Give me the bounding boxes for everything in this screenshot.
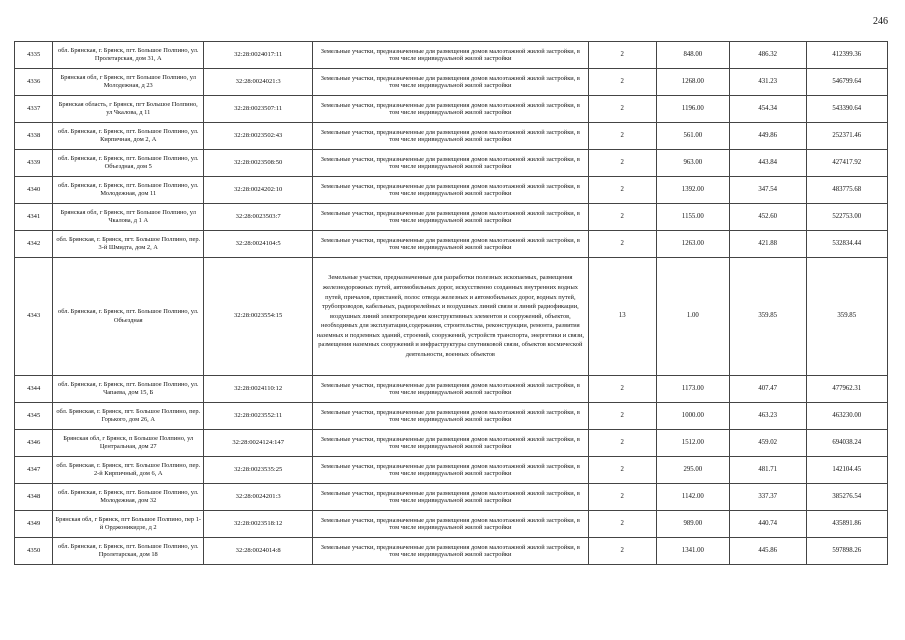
area-cell: 1196.00: [656, 96, 729, 123]
table-row: [15, 96, 888, 123]
group-cell: 2: [588, 376, 656, 403]
land-use-cell: Земельные участки, предназначенные для размещения домов малоэтажной жилой застройки, в том числе индивидуальной жилой застройки: [313, 177, 588, 204]
page-number: 246: [873, 16, 888, 27]
row-number: 4350: [15, 538, 53, 565]
group-cell: 2: [588, 538, 656, 565]
area-cell: 295.00: [656, 457, 729, 484]
area-cell: 1.00: [656, 258, 729, 376]
specific-value-cell: 454.34: [729, 96, 806, 123]
cadastral-value-cell: 532834.44: [806, 231, 887, 258]
table-row: [15, 484, 888, 511]
land-use-cell: Земельные участки, предназначенные для размещения домов малоэтажной жилой застройки, в том числе индивидуальной жилой застройки: [313, 231, 588, 258]
address-cell: Брянская обл, г Брянск, пгт Большое Полпино, ул Чкалова, д 1 А: [53, 204, 204, 231]
address-cell: Брянская обл, г Брянск, пгт Большое Полпино, пер 1-й Орджоникидзе, д 2: [53, 511, 204, 538]
address-cell: обл. Брянская, г. Брянск, пгт. Большое Полпино, ул. Объездная, дом 5: [53, 150, 204, 177]
table-row: [15, 150, 888, 177]
address-cell: Брянская обл, г Брянск, пгт Большое Полпино, ул Молодежная, д 23: [53, 69, 204, 96]
table-row: [15, 258, 888, 376]
specific-value-cell: 337.37: [729, 484, 806, 511]
land-use-cell: Земельные участки, предназначенные для размещения домов малоэтажной жилой застройки, в том числе индивидуальной жилой застройки: [313, 457, 588, 484]
cadastral-value-cell: 359.85: [806, 258, 887, 376]
cadastral-value-table: [14, 41, 888, 565]
group-cell: 2: [588, 123, 656, 150]
group-cell: 2: [588, 457, 656, 484]
group-cell: 13: [588, 258, 656, 376]
area-cell: 1392.00: [656, 177, 729, 204]
cadastral-value-cell: 412399.36: [806, 42, 887, 69]
specific-value-cell: 407.47: [729, 376, 806, 403]
cadastral-value-cell: 483775.68: [806, 177, 887, 204]
row-number: 4343: [15, 258, 53, 376]
group-cell: 2: [588, 96, 656, 123]
table-row: [15, 204, 888, 231]
land-use-cell: Земельные участки, предназначенные для размещения домов малоэтажной жилой застройки, в том числе индивидуальной жилой застройки: [313, 538, 588, 565]
address-cell: обл. Брянская, г. Брянск, пгт. Большое Полпино, ул. Объездная: [53, 258, 204, 376]
area-cell: 989.00: [656, 511, 729, 538]
table-row: [15, 403, 888, 430]
row-number: 4339: [15, 150, 53, 177]
address-cell: обл. Брянская, г. Брянск, пгт. Большое Полпино, ул. Молодежная, дом 11: [53, 177, 204, 204]
cadastral-number-cell: 32:28:0024201:3: [204, 484, 313, 511]
group-cell: 2: [588, 511, 656, 538]
cadastral-number-cell: 32:28:0024124:147: [204, 430, 313, 457]
cadastral-value-cell: 427417.92: [806, 150, 887, 177]
land-use-cell: Земельные участки, предназначенные для размещения домов малоэтажной жилой застройки, в том числе индивидуальной жилой застройки: [313, 42, 588, 69]
specific-value-cell: 421.88: [729, 231, 806, 258]
row-number: 4345: [15, 403, 53, 430]
specific-value-cell: 445.86: [729, 538, 806, 565]
specific-value-cell: 459.02: [729, 430, 806, 457]
row-number: 4349: [15, 511, 53, 538]
address-cell: обл. Брянская, г. Брянск, пгт. Большое Полпино, пер. Горького, дом 26, А: [53, 403, 204, 430]
table-row: [15, 538, 888, 565]
group-cell: 2: [588, 403, 656, 430]
cadastral-number-cell: 32:28:0024104:5: [204, 231, 313, 258]
cadastral-number-cell: 32:28:0023535:25: [204, 457, 313, 484]
area-cell: 1341.00: [656, 538, 729, 565]
cadastral-value-cell: 385276.54: [806, 484, 887, 511]
address-cell: обл. Брянская, г. Брянск, пгт. Большое Полпино, ул. Молодежная, дом 32: [53, 484, 204, 511]
specific-value-cell: 452.60: [729, 204, 806, 231]
land-use-cell: Земельные участки, предназначенные для разработки полезных ископаемых, размещения железнодорожных путей, автомобильных дорог, искусственно созданных внутренних водных путей, причалов, пристаней, полос отвода железных и автомобильных дорог, водных путей, трубопроводов, кабельных, радиорелейных и воздушных линий связи и линий радиофикации, воздушных линий электропередачи конструктивных элементов и сооружений, объектов, необходимых для эксплуатации,содержания, строительства, реконструкции, ремонта, развития наземных и подземных зданий, строений, сооружений, устройств транспорта, энергетики и связи, размещения наземных сооружений и инфраструктуры спутниковой связи, объектов космической деятельности, военных объектов: [313, 258, 588, 376]
specific-value-cell: 440.74: [729, 511, 806, 538]
row-number: 4337: [15, 96, 53, 123]
cadastral-value-cell: 543390.64: [806, 96, 887, 123]
specific-value-cell: 431.23: [729, 69, 806, 96]
land-use-cell: Земельные участки, предназначенные для размещения домов малоэтажной жилой застройки, в том числе индивидуальной жилой застройки: [313, 69, 588, 96]
area-cell: 1263.00: [656, 231, 729, 258]
cadastral-value-cell: 463230.00: [806, 403, 887, 430]
group-cell: 2: [588, 430, 656, 457]
area-cell: 1512.00: [656, 430, 729, 457]
cadastral-number-cell: 32:28:0023503:7: [204, 204, 313, 231]
specific-value-cell: 463.23: [729, 403, 806, 430]
table-row: [15, 511, 888, 538]
area-cell: 1142.00: [656, 484, 729, 511]
group-cell: 2: [588, 231, 656, 258]
row-number: 4348: [15, 484, 53, 511]
table-row: [15, 457, 888, 484]
land-use-cell: Земельные участки, предназначенные для размещения домов малоэтажной жилой застройки, в том числе индивидуальной жилой застройки: [313, 96, 588, 123]
specific-value-cell: 486.32: [729, 42, 806, 69]
area-cell: 848.00: [656, 42, 729, 69]
row-number: 4341: [15, 204, 53, 231]
land-use-cell: Земельные участки, предназначенные для размещения домов малоэтажной жилой застройки, в том числе индивидуальной жилой застройки: [313, 123, 588, 150]
address-cell: обл. Брянская, г. Брянск, пгт. Большое Полпино, ул. Пролетарская, дом 18: [53, 538, 204, 565]
table-row: [15, 123, 888, 150]
address-cell: Брянская область, г Брянск, пгт Большое Полпино, ул Чкалова, д 11: [53, 96, 204, 123]
cadastral-value-cell: 546799.64: [806, 69, 887, 96]
area-cell: 561.00: [656, 123, 729, 150]
table-row: [15, 42, 888, 69]
cadastral-value-cell: 435891.86: [806, 511, 887, 538]
group-cell: 2: [588, 42, 656, 69]
cadastral-value-cell: 597898.26: [806, 538, 887, 565]
cadastral-number-cell: 32:28:0024014:8: [204, 538, 313, 565]
land-use-cell: Земельные участки, предназначенные для размещения домов малоэтажной жилой застройки, в том числе индивидуальной жилой застройки: [313, 403, 588, 430]
row-number: 4347: [15, 457, 53, 484]
table-body: [15, 42, 888, 565]
group-cell: 2: [588, 484, 656, 511]
row-number: 4340: [15, 177, 53, 204]
cadastral-number-cell: 32:28:0023502:43: [204, 123, 313, 150]
cadastral-number-cell: 32:28:0024021:3: [204, 69, 313, 96]
cadastral-value-cell: 252371.46: [806, 123, 887, 150]
cadastral-number-cell: 32:28:0024110:12: [204, 376, 313, 403]
cadastral-number-cell: 32:28:0023508:50: [204, 150, 313, 177]
row-number: 4335: [15, 42, 53, 69]
specific-value-cell: 449.86: [729, 123, 806, 150]
land-use-cell: Земельные участки, предназначенные для размещения домов малоэтажной жилой застройки, в том числе индивидуальной жилой застройки: [313, 430, 588, 457]
address-cell: обл. Брянская, г. Брянск, пгт. Большое Полпино, ул. Кирпичная, дом 2, А: [53, 123, 204, 150]
cadastral-number-cell: 32:28:0023552:11: [204, 403, 313, 430]
row-number: 4336: [15, 69, 53, 96]
cadastral-number-cell: 32:28:0023507:11: [204, 96, 313, 123]
specific-value-cell: 481.71: [729, 457, 806, 484]
cadastral-value-cell: 477962.31: [806, 376, 887, 403]
area-cell: 1173.00: [656, 376, 729, 403]
specific-value-cell: 347.54: [729, 177, 806, 204]
cadastral-number-cell: 32:28:0024202:10: [204, 177, 313, 204]
table-row: [15, 376, 888, 403]
cadastral-number-cell: 32:28:0024017:11: [204, 42, 313, 69]
area-cell: 963.00: [656, 150, 729, 177]
address-cell: обл. Брянская, г. Брянск, пгт. Большое Полпино, ул. Пролетарская, дом 31, А: [53, 42, 204, 69]
land-use-cell: Земельные участки, предназначенные для размещения домов малоэтажной жилой застройки, в том числе индивидуальной жилой застройки: [313, 511, 588, 538]
specific-value-cell: 359.85: [729, 258, 806, 376]
table-row: [15, 177, 888, 204]
table-row: [15, 430, 888, 457]
cadastral-number-cell: 32:28:0023554:15: [204, 258, 313, 376]
row-number: 4346: [15, 430, 53, 457]
address-cell: обл. Брянская, г. Брянск, пгт. Большое Полпино, ул. Чапаева, дом 15, Б: [53, 376, 204, 403]
land-use-cell: Земельные участки, предназначенные для размещения домов малоэтажной жилой застройки, в том числе индивидуальной жилой застройки: [313, 150, 588, 177]
area-cell: 1000.00: [656, 403, 729, 430]
group-cell: 2: [588, 150, 656, 177]
table-row: [15, 231, 888, 258]
row-number: 4338: [15, 123, 53, 150]
row-number: 4342: [15, 231, 53, 258]
land-use-cell: Земельные участки, предназначенные для размещения домов малоэтажной жилой застройки, в том числе индивидуальной жилой застройки: [313, 484, 588, 511]
cadastral-value-cell: 694038.24: [806, 430, 887, 457]
group-cell: 2: [588, 177, 656, 204]
cadastral-number-cell: 32:28:0023518:12: [204, 511, 313, 538]
address-cell: Брянская обл, г Брянск, п Большое Полпино, ул Центральная, дом 27: [53, 430, 204, 457]
cadastral-value-cell: 522753.00: [806, 204, 887, 231]
group-cell: 2: [588, 69, 656, 96]
row-number: 4344: [15, 376, 53, 403]
specific-value-cell: 443.84: [729, 150, 806, 177]
area-cell: 1155.00: [656, 204, 729, 231]
land-use-cell: Земельные участки, предназначенные для размещения домов малоэтажной жилой застройки, в том числе индивидуальной жилой застройки: [313, 376, 588, 403]
group-cell: 2: [588, 204, 656, 231]
cadastral-value-cell: 142104.45: [806, 457, 887, 484]
land-use-cell: Земельные участки, предназначенные для размещения домов малоэтажной жилой застройки, в том числе индивидуальной жилой застройки: [313, 204, 588, 231]
table-row: [15, 69, 888, 96]
address-cell: обл. Брянская, г. Брянск, пгт. Большое Полпино, пер. 2-й Кирпичный, дом 6, А: [53, 457, 204, 484]
area-cell: 1268.00: [656, 69, 729, 96]
address-cell: обл. Брянская, г. Брянск, пгт. Большое Полпино, пер. 3-й Шмидта, дом 2, А: [53, 231, 204, 258]
